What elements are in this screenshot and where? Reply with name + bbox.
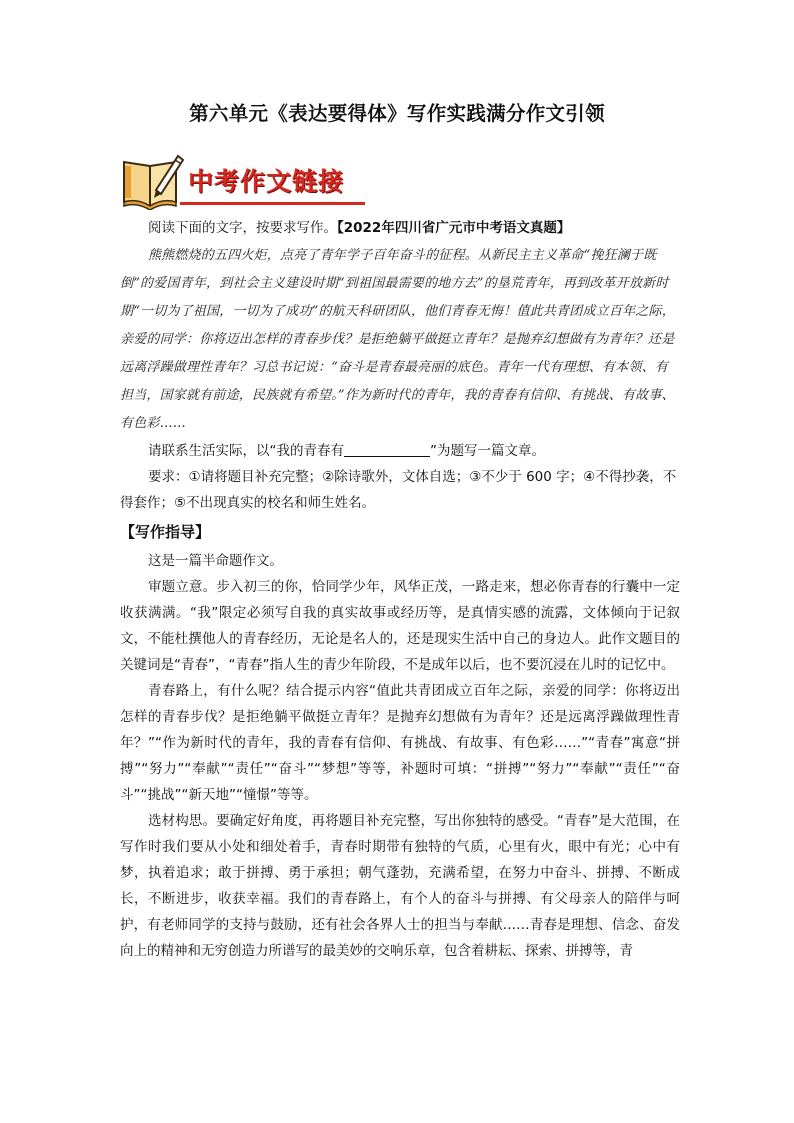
document-body — [120, 214, 680, 964]
guide-paragraph-4: 选材构思。要确定好角度，再将题目补充完整，写出你独特的感受。“青春”是大范围，在写作时我们要从小处和细处着手，青春时期带有独特的气质，心里有火，眼中有光；心中有梦，执着追求；敢于拼搏、勇于承担；朝气蓬勃，充满希望，在努力中奋斗、拼搏、不断成长，不断进步，收获幸福。我们的青春路上，有个人的奋斗与拼搏、有父母亲人的陪伴与呵护，有老师同学的支持与鼓励，还有社会各界人士的担当与奉献……青春是理想、信念、奋发向上的精神和无穷创造力所谱写的最美妙的交响乐章，包含着耕耘、探索、拼搏等，青 — [120, 813, 680, 959]
guide-paragraph-1: 这是一篇半命题作文。 — [148, 553, 283, 569]
lead-text: 阅读下面的文字，按要求写作。 — [148, 220, 337, 236]
title-blank — [344, 442, 430, 457]
page-title: 第六单元《表达要得体》写作实践满分作文引领 — [189, 102, 605, 125]
section-banner — [120, 152, 360, 210]
lead-paragraph — [120, 214, 680, 242]
lead-source: 【2022年四川省广元市中考语文真题】 — [337, 220, 571, 236]
guide-paragraph-3: 青春路上，有什么呢？结合提示内容“值此共青团成立百年之际，亲爱的同学：你将迈出怎样的青春步伐？是拒绝躺平做挺立青年？是抛弃幻想做有为青年？还是远离浮躁做理性青年？”“作为新时代的青年，我的青春有信仰、有挑战、有故事、有色彩……”“青春”寓意“拼搏”“努力”“奉献”“责任”“奋斗”“梦想”等等，补题时可填：“拼搏”“努力”“奉献”“责任”“奋斗”“挑战”“新天地”“憧憬”等等。 — [120, 683, 680, 803]
banner-title: 中考作文链接 — [188, 167, 345, 196]
prompt-paragraph: 熊熊燃烧的五四火炬，点亮了青年学子百年奋斗的征程。从新民主主义革命“挽狂澜于既倒”的爱国青年，到社会主义建设时期“到祖国最需要的地方去”的垦荒青年，再到改革开放新时期“一切为了祖国，一切为了成功”的航天科研团队，他们青春无悔！值此共青团成立百年之际，亲爱的同学：你将迈出怎样的青春步伐？是拒绝躺平做挺立青年？是抛弃幻想做有为青年？还是远离浮躁做理性青年？习总书记说：“奋斗是青春最亮丽的底色。青年一代有理想、有本领、有担当，国家就有前途，民族就有希望。”作为新时代的青年，我的青春有信仰、有挑战、有故事、有色彩…… — [120, 248, 675, 431]
requirements-paragraph: 要求：①请将题目补充完整；②除诗歌外，文体自选；③不少于 600 字；④不得抄袭，不得套作；⑤不出现真实的校名和师生姓名。 — [120, 469, 677, 511]
task-paragraph — [120, 438, 680, 464]
book-pencil-icon — [120, 152, 184, 210]
task-before: 请联系生活实际，以“我的青春有 — [148, 443, 344, 459]
guide-paragraph-2: 审题立意。步入初三的你，恰同学少年，风华正茂，一路走来，想必你青春的行囊中一定收获满满。“我”限定必须写自我的真实故事或经历等，是真情实感的流露，文体倾向于记叙文，不能杜撰他人的青春经历，无论是名人的，还是现实生活中自己的身边人。此作文题目的关键词是“青春”，“青春”指人生的青少年阶段，不是成年以后，也不要沉浸在儿时的记忆中。 — [120, 579, 680, 673]
section-heading: 【写作指导】 — [120, 523, 211, 541]
banner-underline — [180, 202, 365, 205]
task-after: ”为题写一篇文章。 — [430, 443, 545, 459]
